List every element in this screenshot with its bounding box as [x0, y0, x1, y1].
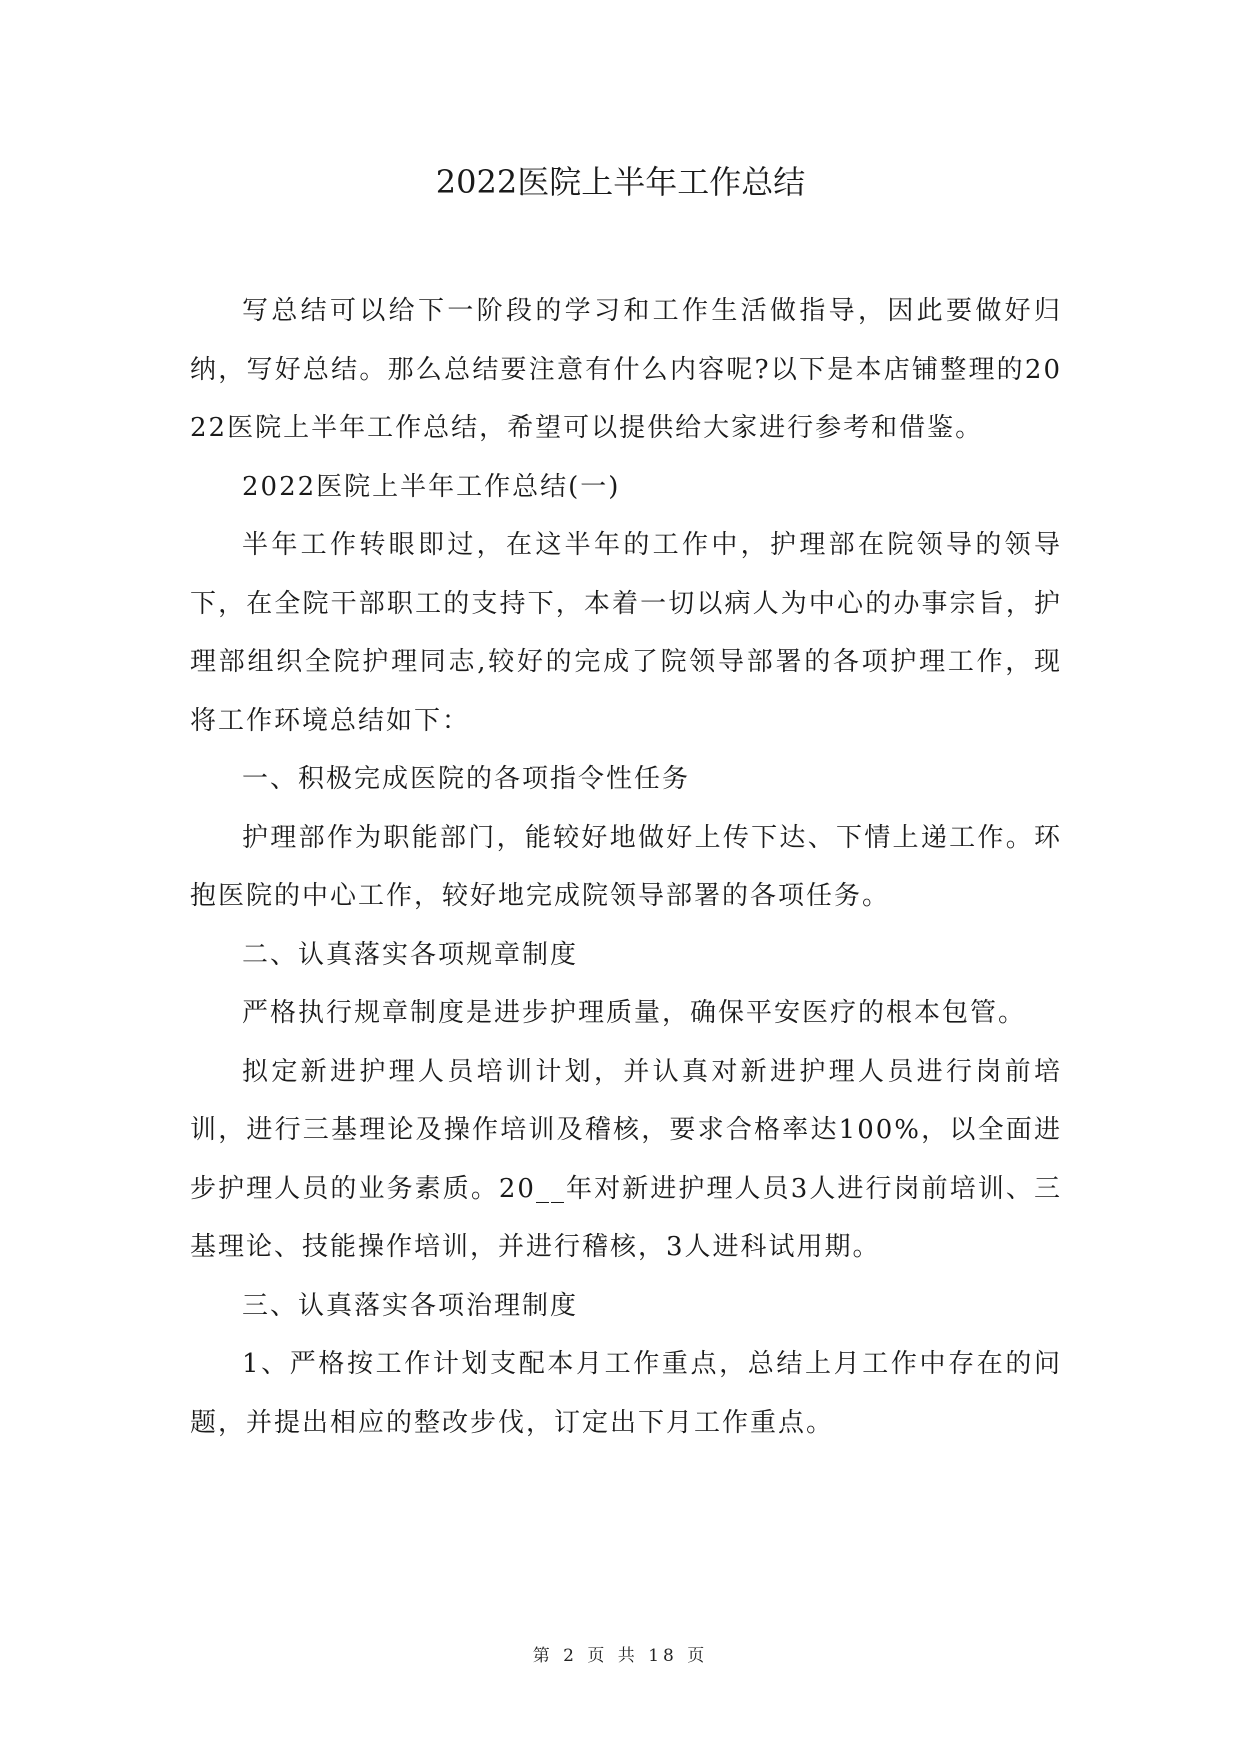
body-paragraph: 护理部作为职能部门，能较好地做好上传下达、下情上递工作。环抱医院的中心工作，较好地完成院领导部署的各项任务。 — [190, 822, 1062, 911]
section-heading: 三、认真落实各项治理制度 — [242, 1290, 579, 1321]
body-paragraph: 1、严格按工作计划支配本月工作重点，总结上月工作中存在的问题，并提出相应的整改步伐，订定出下月工作重点。 — [190, 1349, 1062, 1438]
body-paragraph: 严格执行规章制度是进步护理质量，确保平安医疗的根本包管。 — [242, 998, 1027, 1028]
section-heading: 二、认真落实各项规章制度 — [242, 939, 579, 970]
page-title: 2022医院上半年工作总结 — [435, 163, 806, 201]
intro-paragraph: 写总结可以给下一阶段的学习和工作生活做指导，因此要做好归纳，写好总结。那么总结要注意有什么内容呢?以下是本店铺整理的2022医院上半年工作总结，希望可以提供给大家进行参考和借鉴。 — [190, 296, 1062, 443]
section-heading: 2022医院上半年工作总结(一) — [242, 471, 621, 502]
section-heading: 一、积极完成医院的各项指令性任务 — [242, 764, 691, 794]
document-body — [190, 282, 1062, 1452]
body-paragraph: 拟定新进护理人员培训计划，并认真对新进护理人员进行岗前培训，进行三基理论及操作培训及稽核，要求合格率达100%，以全面进步护理人员的业务素质。20__年对新进护理人员3人进行岗前培训、三基理论、技能操作培训，并进行稽核，3人进科试用期。 — [190, 1056, 1062, 1262]
page-number-footer: 第 2 页 共 18 页 — [532, 1646, 709, 1666]
body-paragraph: 半年工作转眼即过，在这半年的工作中，护理部在院领导的领导下，在全院干部职工的支持下，本着一切以病人为中心的办事宗旨，护理部组织全院护理同志,较好的完成了院领导部署的各项护理工作，现将工作环境总结如下： — [190, 530, 1062, 736]
